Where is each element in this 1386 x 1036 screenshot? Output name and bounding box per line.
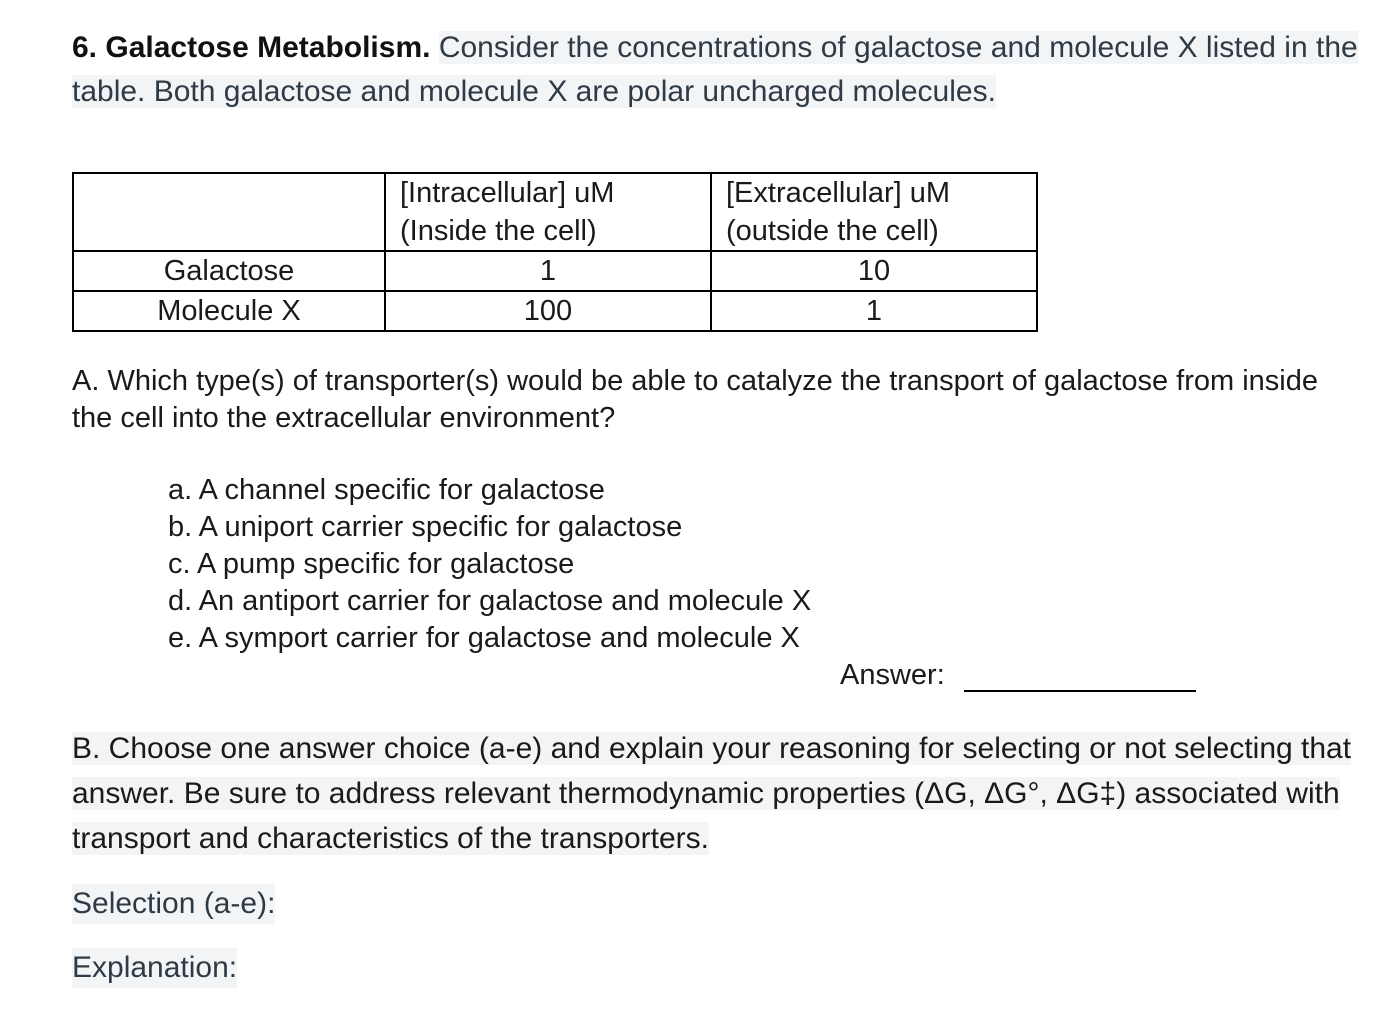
concentration-table	[72, 172, 1038, 332]
header-intracellular	[385, 173, 711, 251]
intracellular-value: 1	[385, 251, 711, 291]
option-b: b. A uniport carrier specific for galactose	[168, 511, 683, 543]
header-extracellular	[711, 173, 1037, 251]
row-name: Galactose	[73, 251, 385, 291]
header-intracellular-line1: [Intracellular] uM	[400, 177, 615, 209]
answer-options-list	[168, 472, 811, 657]
table-row	[73, 251, 1037, 291]
option-c: c. A pump specific for galactose	[168, 548, 575, 580]
table-header-empty-cell	[73, 173, 385, 251]
explanation-label: Explanation:	[72, 948, 237, 988]
option-d: d. An antiport carrier for galactose and molecule X	[168, 585, 812, 617]
extracellular-value: 10	[711, 251, 1037, 291]
answer-blank-line[interactable]	[964, 690, 1196, 692]
header-intracellular-line2: (Inside the cell)	[400, 215, 597, 247]
header-extracellular-line1: [Extracellular] uM	[726, 177, 951, 209]
table-row	[73, 291, 1037, 331]
row-name: Molecule X	[73, 291, 385, 331]
option-a: a. A channel specific for galactose	[168, 474, 605, 506]
intro-text: Consider the concentrations of galactose and molecule X listed in the table. Both galactose and molecule X are polar uncharged molecules.	[72, 31, 1358, 108]
intro-paragraph	[72, 26, 1362, 114]
question-a-text: A. Which type(s) of transporter(s) would be able to catalyze the transport of galactose from inside the cell into the extracellular environment?	[72, 365, 1318, 434]
answer-label: Answer:	[840, 659, 945, 691]
header-extracellular-line2: (outside the cell)	[726, 215, 939, 247]
intracellular-value: 100	[385, 291, 711, 331]
question-heading: 6. Galactose Metabolism.	[72, 31, 431, 64]
table-header-row	[73, 173, 1037, 251]
extracellular-value: 1	[711, 291, 1037, 331]
question-b-text	[72, 726, 1362, 861]
selection-label: Selection (a-e):	[72, 884, 275, 924]
option-e: e. A symport carrier for galactose and molecule X	[168, 622, 800, 654]
question-b-body: B. Choose one answer choice (a-e) and explain your reasoning for selecting or not selecting that answer. Be sure to address relevant thermodynamic properties (ΔG, ΔG°, ΔG‡) associated with transport and characteristics of the transporters.	[72, 732, 1352, 855]
